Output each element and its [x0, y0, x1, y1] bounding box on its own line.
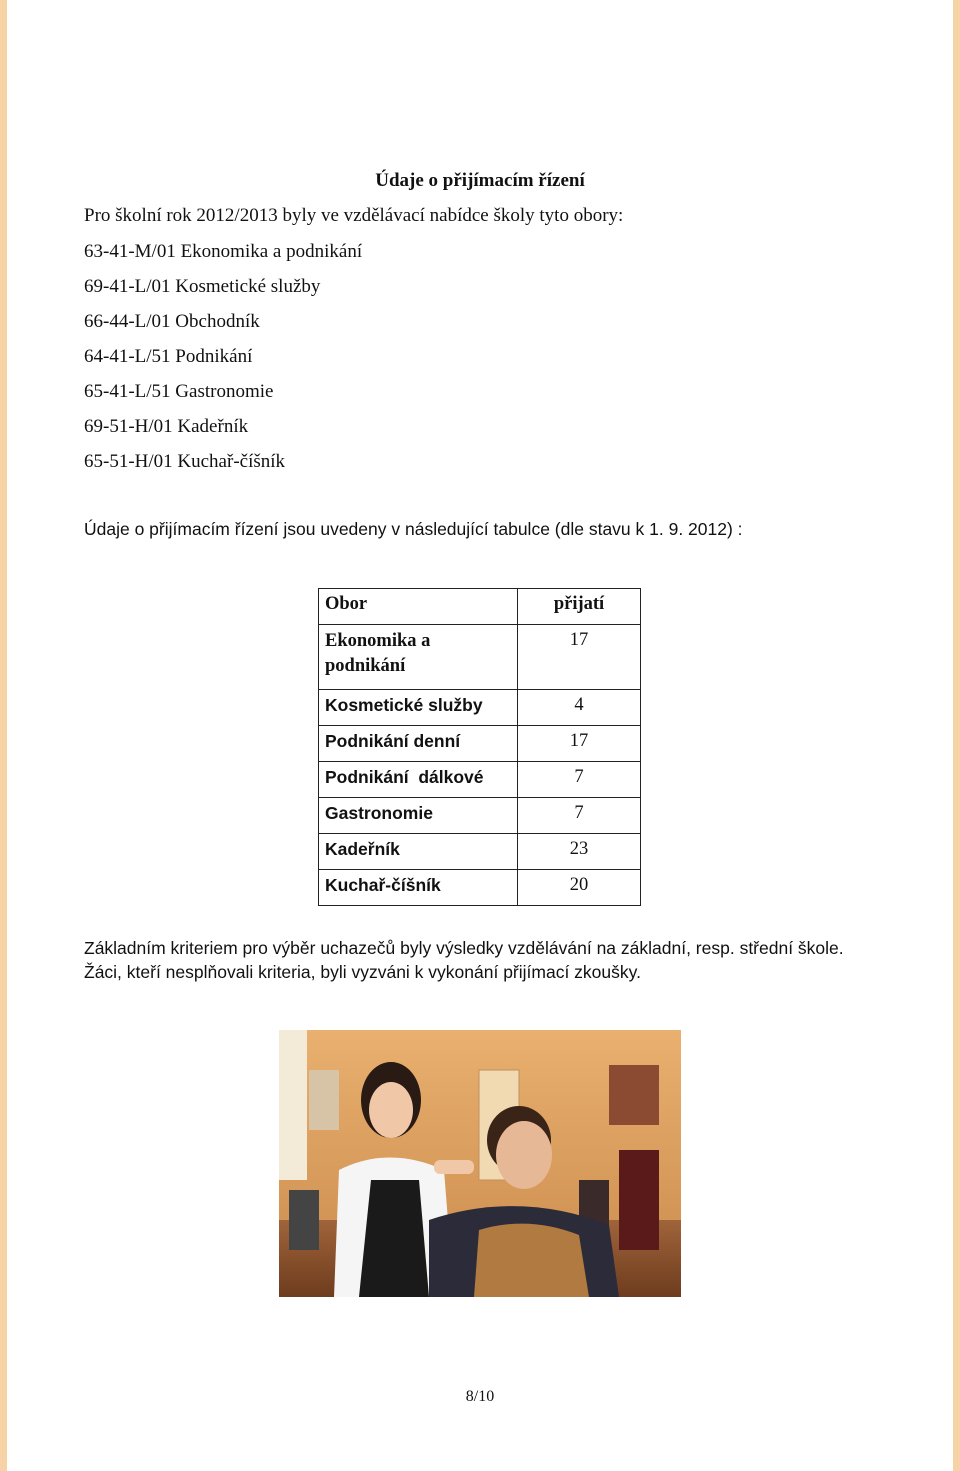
- page-number: 8/10: [465, 1388, 495, 1405]
- table-row: [319, 834, 641, 870]
- row-admitted: 23: [518, 834, 641, 870]
- header-field: Obor: [319, 589, 518, 625]
- page-edge-right: [953, 0, 960, 1471]
- field-item: 65-51-H/01 Kuchař-číšník: [84, 451, 286, 472]
- row-field: Kuchař-číšník: [319, 870, 518, 906]
- admissions-table: [318, 588, 641, 906]
- header-admitted: přijatí: [518, 589, 641, 625]
- field-item: 64-41-L/51 Podnikání: [84, 346, 253, 367]
- row-field: Gastronomie: [319, 798, 518, 834]
- row-admitted: 7: [518, 798, 641, 834]
- table-header-row: [319, 589, 641, 625]
- page-edge-left: [0, 0, 7, 1471]
- table-row: [319, 625, 641, 690]
- row-admitted: 17: [518, 726, 641, 762]
- row-field: Ekonomika a podnikání: [319, 625, 518, 690]
- table-row: [319, 870, 641, 906]
- criteria-text: Základním kriteriem pro výběr uchazečů byly výsledky vzdělávání na základní, resp. střední škole. Žáci, kteří nesplňovali kriteria, byli vyzváni k vykonání přijímací zkoušky.: [84, 938, 844, 982]
- intro-text: Pro školní rok 2012/2013 byly ve vzdělávací nabídce školy tyto obory:: [84, 205, 624, 226]
- row-field: Kadeřník: [319, 834, 518, 870]
- field-item: 63-41-M/01 Ekonomika a podnikání: [84, 241, 363, 262]
- table-row: [319, 762, 641, 798]
- row-field: Podnikání denní: [319, 726, 518, 762]
- field-item: 69-51-H/01 Kadeřník: [84, 416, 249, 437]
- row-admitted: 20: [518, 870, 641, 906]
- field-item: 66-44-L/01 Obchodník: [84, 311, 260, 332]
- field-list: [84, 240, 362, 485]
- table-row: [319, 690, 641, 726]
- field-item: 69-41-L/01 Kosmetické služby: [84, 276, 321, 297]
- row-admitted: 17: [518, 625, 641, 690]
- row-admitted: 7: [518, 762, 641, 798]
- table-row: [319, 726, 641, 762]
- table-row: [319, 798, 641, 834]
- row-admitted: 4: [518, 690, 641, 726]
- row-field: Kosmetické služby: [319, 690, 518, 726]
- table-intro-text: Údaje o přijímacím řízení jsou uvedeny v následující tabulce (dle stavu k 1. 9. 2012) :: [84, 519, 743, 539]
- hairdressing-photo: [279, 1030, 681, 1297]
- row-field: Podnikání dálkové: [319, 762, 518, 798]
- page-title: Údaje o přijímacím řízení: [375, 170, 585, 191]
- field-item: 65-41-L/51 Gastronomie: [84, 381, 274, 402]
